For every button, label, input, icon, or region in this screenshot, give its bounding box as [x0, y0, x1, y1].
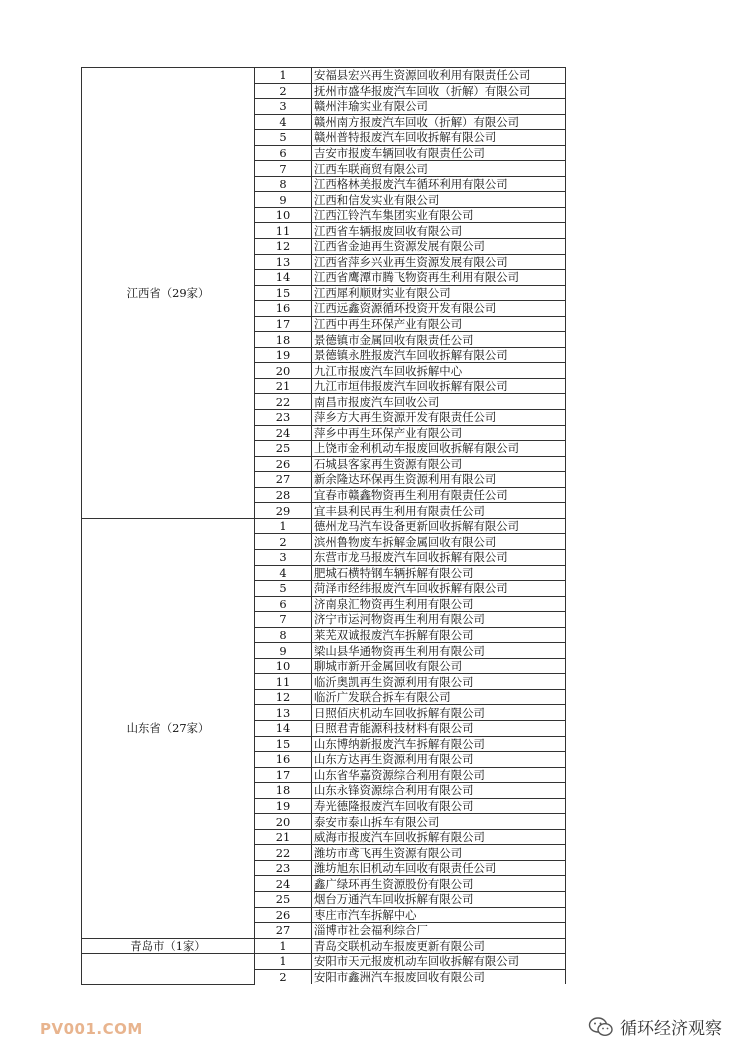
- company-name: 潍坊旭东旧机动车回收有限责任公司: [312, 860, 566, 876]
- company-name: 江西江铃汽车集团实业有限公司: [312, 207, 566, 223]
- row-number: 1: [255, 938, 312, 954]
- row-number: 7: [255, 161, 312, 177]
- row-number: 6: [255, 145, 312, 161]
- company-name: 山东博纳新报废汽车拆解有限公司: [312, 736, 566, 752]
- row-number: 22: [255, 845, 312, 861]
- row-number: 22: [255, 394, 312, 410]
- row-number: 7: [255, 612, 312, 628]
- row-number: 12: [255, 239, 312, 255]
- company-name: 景德镇市金属回收有限责任公司: [312, 332, 566, 348]
- row-number: 15: [255, 285, 312, 301]
- row-number: 14: [255, 720, 312, 736]
- row-number: 1: [255, 518, 312, 534]
- row-number: 9: [255, 643, 312, 659]
- row-number: 17: [255, 316, 312, 332]
- company-name: 山东方达再生资源利用有限公司: [312, 752, 566, 768]
- row-number: 20: [255, 363, 312, 379]
- row-number: 5: [255, 581, 312, 597]
- table-body: [82, 68, 566, 985]
- row-number: 2: [255, 534, 312, 550]
- company-name: 菏泽市经纬报废汽车回收拆解有限公司: [312, 581, 566, 597]
- company-name: 山东永锋资源综合利用有限公司: [312, 783, 566, 799]
- row-number: 12: [255, 689, 312, 705]
- wechat-account-name: 循环经济观察: [620, 1019, 722, 1039]
- company-name: 莱芜双诚报废汽车拆解有限公司: [312, 627, 566, 643]
- company-name: 江西车联商贸有限公司: [312, 161, 566, 177]
- row-number: 25: [255, 441, 312, 457]
- company-name: 聊城市新开金属回收有限公司: [312, 658, 566, 674]
- company-name: 济宁市运河物资再生利用有限公司: [312, 612, 566, 628]
- company-name: 江西省车辆报废回收有限公司: [312, 223, 566, 239]
- company-name: 宜丰县利民再生利用有限责任公司: [312, 503, 566, 519]
- row-number: 21: [255, 378, 312, 394]
- company-name: 江西省萍乡兴业再生资源发展有限公司: [312, 254, 566, 270]
- company-name: 九江市垣伟报废汽车回收拆解有限公司: [312, 378, 566, 394]
- row-number: 16: [255, 752, 312, 768]
- table-row: [82, 518, 566, 534]
- row-number: 20: [255, 814, 312, 830]
- row-number: 6: [255, 596, 312, 612]
- company-name: 日照佰庆机动车回收拆解有限公司: [312, 705, 566, 721]
- row-number: 19: [255, 798, 312, 814]
- row-number: 28: [255, 487, 312, 503]
- company-name: 南昌市报废汽车回收公司: [312, 394, 566, 410]
- company-name: 江西远鑫资源循环投资开发有限公司: [312, 301, 566, 317]
- company-name: 上饶市金利机动车报废回收拆解有限公司: [312, 441, 566, 457]
- company-name: 江西格林美报废汽车循环利用有限公司: [312, 176, 566, 192]
- row-number: 3: [255, 549, 312, 565]
- company-name: 临沂奥凯再生资源利用有限公司: [312, 674, 566, 690]
- province-cell: 江西省（29家）: [82, 68, 255, 519]
- row-number: 25: [255, 891, 312, 907]
- province-cell: 山东省（27家）: [82, 518, 255, 938]
- row-number: 8: [255, 176, 312, 192]
- row-number: 26: [255, 456, 312, 472]
- row-number: 14: [255, 270, 312, 286]
- row-number: 18: [255, 332, 312, 348]
- row-number: 29: [255, 503, 312, 519]
- company-name: 宜春市赣鑫物资再生利用有限责任公司: [312, 487, 566, 503]
- company-name: 肥城石横特钢车辆拆解有限公司: [312, 565, 566, 581]
- company-name: 枣庄市汽车拆解中心: [312, 907, 566, 923]
- company-name: 石城县客家再生资源有限公司: [312, 456, 566, 472]
- company-name: 赣州普特报废汽车回收拆解有限公司: [312, 130, 566, 146]
- company-name: 九江市报废汽车回收拆解中心: [312, 363, 566, 379]
- company-name: 淄博市社会福利综合厂: [312, 923, 566, 939]
- company-name: 山东省华嘉资源综合利用有限公司: [312, 767, 566, 783]
- company-name: 新余隆达环保再生资源利用有限公司: [312, 472, 566, 488]
- company-name: 江西和信发实业有限公司: [312, 192, 566, 208]
- row-number: 23: [255, 410, 312, 426]
- company-name: 江西犀利顺财实业有限公司: [312, 285, 566, 301]
- company-name: 东营市龙马报废汽车回收拆解有限公司: [312, 549, 566, 565]
- row-number: 19: [255, 347, 312, 363]
- row-number: 27: [255, 923, 312, 939]
- company-name: 安阳市鑫洲汽车报废回收有限公司: [312, 969, 566, 984]
- company-name: 临沂广发联合拆车有限公司: [312, 689, 566, 705]
- company-name: 泰安市泰山拆车有限公司: [312, 814, 566, 830]
- wechat-icon: [588, 1016, 614, 1038]
- company-name: 济南泉汇物资再生利用有限公司: [312, 596, 566, 612]
- company-name: 日照君青能源科技材料有限公司: [312, 720, 566, 736]
- row-number: 1: [255, 954, 312, 970]
- row-number: 10: [255, 207, 312, 223]
- company-name: 景德镇永胜报废汽车回收拆解有限公司: [312, 347, 566, 363]
- row-number: 3: [255, 99, 312, 115]
- province-cell: 青岛市（1家）: [82, 938, 255, 954]
- company-name: 萍乡中再生环保产业有限公司: [312, 425, 566, 441]
- company-name: 潍坊市鸢飞再生资源有限公司: [312, 845, 566, 861]
- company-name: 赣州南方报废汽车回收（折解）有限公司: [312, 114, 566, 130]
- company-name: 烟台万通汽车回收拆解有限公司: [312, 891, 566, 907]
- company-name: 鑫广绿环再生资源股份有限公司: [312, 876, 566, 892]
- row-number: 18: [255, 783, 312, 799]
- row-number: 9: [255, 192, 312, 208]
- row-number: 17: [255, 767, 312, 783]
- row-number: 4: [255, 114, 312, 130]
- company-name: 威海市报废汽车回收拆解有限公司: [312, 829, 566, 845]
- table-row: [82, 68, 566, 84]
- row-number: 5: [255, 130, 312, 146]
- company-name: 安福县宏兴再生资源回收利用有限责任公司: [312, 68, 566, 84]
- company-name: 滨州鲁物废车拆解金属回收有限公司: [312, 534, 566, 550]
- row-number: 24: [255, 425, 312, 441]
- row-number: 21: [255, 829, 312, 845]
- company-name: 青岛交联机动车报废更新有限公司: [312, 938, 566, 954]
- row-number: 2: [255, 969, 312, 984]
- company-name: 德州龙马汽车设备更新回收拆解有限公司: [312, 518, 566, 534]
- row-number: 1: [255, 68, 312, 84]
- company-name: 江西省金迪再生资源发展有限公司: [312, 239, 566, 255]
- row-number: 26: [255, 907, 312, 923]
- company-name: 梁山县华通物资再生利用有限公司: [312, 643, 566, 659]
- company-name: 江西中再生环保产业有限公司: [312, 316, 566, 332]
- table-row: [82, 938, 566, 954]
- company-name: 寿光德隆报废汽车回收有限公司: [312, 798, 566, 814]
- pv001-watermark: PV001.COM: [40, 1020, 143, 1038]
- row-number: 16: [255, 301, 312, 317]
- company-name: 江西省鹰潭市腾飞物资再生利用有限公司: [312, 270, 566, 286]
- row-number: 11: [255, 674, 312, 690]
- company-name: 抚州市盛华报废汽车回收（折解）有限公司: [312, 83, 566, 99]
- company-name: 赣州沣瑜实业有限公司: [312, 99, 566, 115]
- row-number: 24: [255, 876, 312, 892]
- company-name: 吉安市报废车辆回收有限责任公司: [312, 145, 566, 161]
- row-number: 23: [255, 860, 312, 876]
- row-number: 13: [255, 705, 312, 721]
- row-number: 4: [255, 565, 312, 581]
- wechat-watermark: [588, 1014, 722, 1039]
- enterprise-table: [81, 67, 566, 985]
- row-number: 15: [255, 736, 312, 752]
- province-cell: [82, 954, 255, 985]
- row-number: 11: [255, 223, 312, 239]
- table-row: [82, 954, 566, 970]
- company-name: 安阳市天元报废机动车回收拆解有限公司: [312, 954, 566, 970]
- row-number: 13: [255, 254, 312, 270]
- row-number: 2: [255, 83, 312, 99]
- row-number: 27: [255, 472, 312, 488]
- company-name: 萍乡方大再生资源开发有限责任公司: [312, 410, 566, 426]
- row-number: 8: [255, 627, 312, 643]
- row-number: 10: [255, 658, 312, 674]
